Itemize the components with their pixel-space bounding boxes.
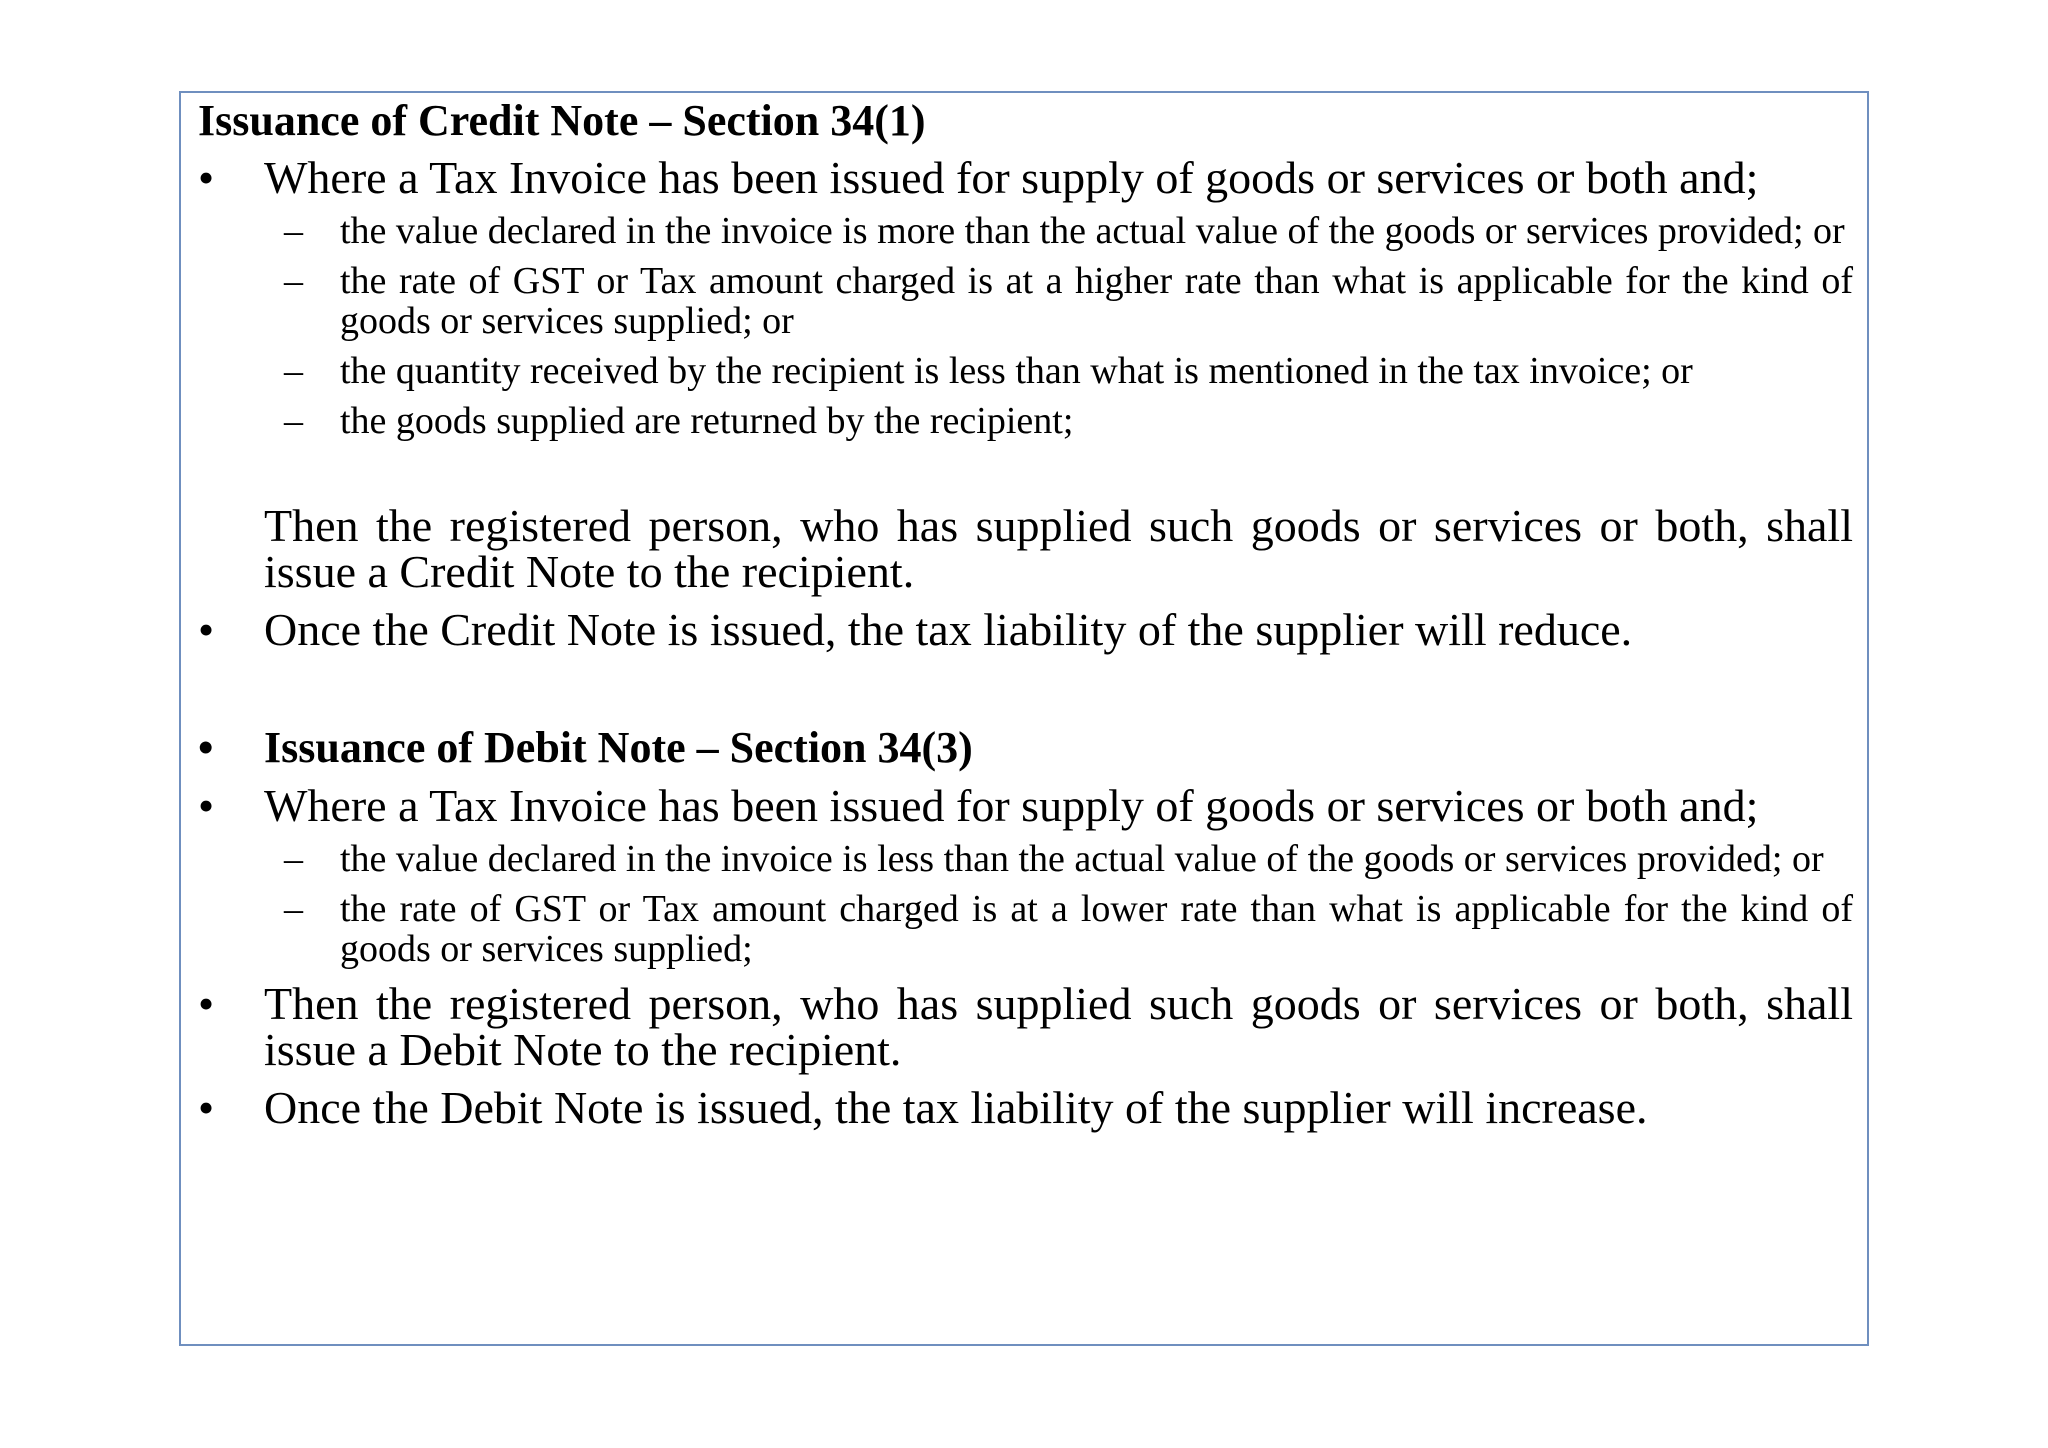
slide-frame [179,91,1869,1346]
debit-condition-text: the rate of GST or Tax amount charged is at a lower rate than what is applicable for the kind of goods or services supplied; [340,888,1853,970]
credit-note-heading: Issuance of Credit Note – Section 34(1) [198,96,926,145]
dash-marker: – [284,350,303,392]
debit-note-heading-bullet [198,725,1853,771]
dash-marker: – [284,400,303,442]
debit-condition-2 [198,889,1853,969]
dash-marker: – [284,210,303,252]
debit-condition-text: the value declared in the invoice is less than the actual value of the goods or services provided; or [340,838,1824,880]
debit-note-heading: Issuance of Debit Note – Section 34(3) [264,723,973,772]
debit-effect-text: Once the Debit Note is issued, the tax liability of the supplier will increase. [264,1082,1648,1133]
credit-condition-text: the quantity received by the recipient is less than what is mentioned in the tax invoice; or [340,350,1693,392]
credit-condition-1 [198,211,1853,251]
dash-marker: – [284,838,303,880]
credit-condition-2 [198,261,1853,341]
bullet-marker: • [198,780,215,831]
bullet-marker: • [198,1082,215,1133]
debit-intro-bullet [198,780,1853,831]
credit-intro-bullet [198,152,1853,203]
debit-intro-text: Where a Tax Invoice has been issued for supply of goods or services or both and; [264,780,1759,831]
debit-effect-bullet [198,1082,1853,1133]
bullet-marker: • [198,152,215,203]
credit-condition-4 [198,401,1853,441]
credit-condition-text: the rate of GST or Tax amount charged is at a higher rate than what is applicable for the kind of goods or services supplied; or [340,260,1853,342]
credit-condition-text: the goods supplied are returned by the recipient; [340,400,1074,442]
bullet-marker: • [198,604,215,655]
slide-content [198,93,1853,1131]
dash-marker: – [284,260,303,302]
bullet-marker: • [198,723,214,772]
debit-condition-1 [198,839,1853,879]
credit-effect-bullet [198,604,1853,655]
credit-condition-3 [198,351,1853,391]
debit-then-bullet [198,978,1853,1075]
credit-effect-text: Once the Credit Note is issued, the tax liability of the supplier will reduce. [264,604,1633,655]
credit-condition-text: the value declared in the invoice is more than the actual value of the goods or services provided; or [340,210,1845,252]
debit-then-text: Then the registered person, who has supplied such goods or services or both, shall issue a Debit Note to the recipient. [264,978,1853,1075]
credit-intro-text: Where a Tax Invoice has been issued for supply of goods or services or both and; [264,152,1759,203]
dash-marker: – [284,888,303,930]
bullet-marker: • [198,978,215,1029]
credit-then-text: Then the registered person, who has supplied such goods or services or both, shall issue a Credit Note to the recipient. [264,500,1853,597]
